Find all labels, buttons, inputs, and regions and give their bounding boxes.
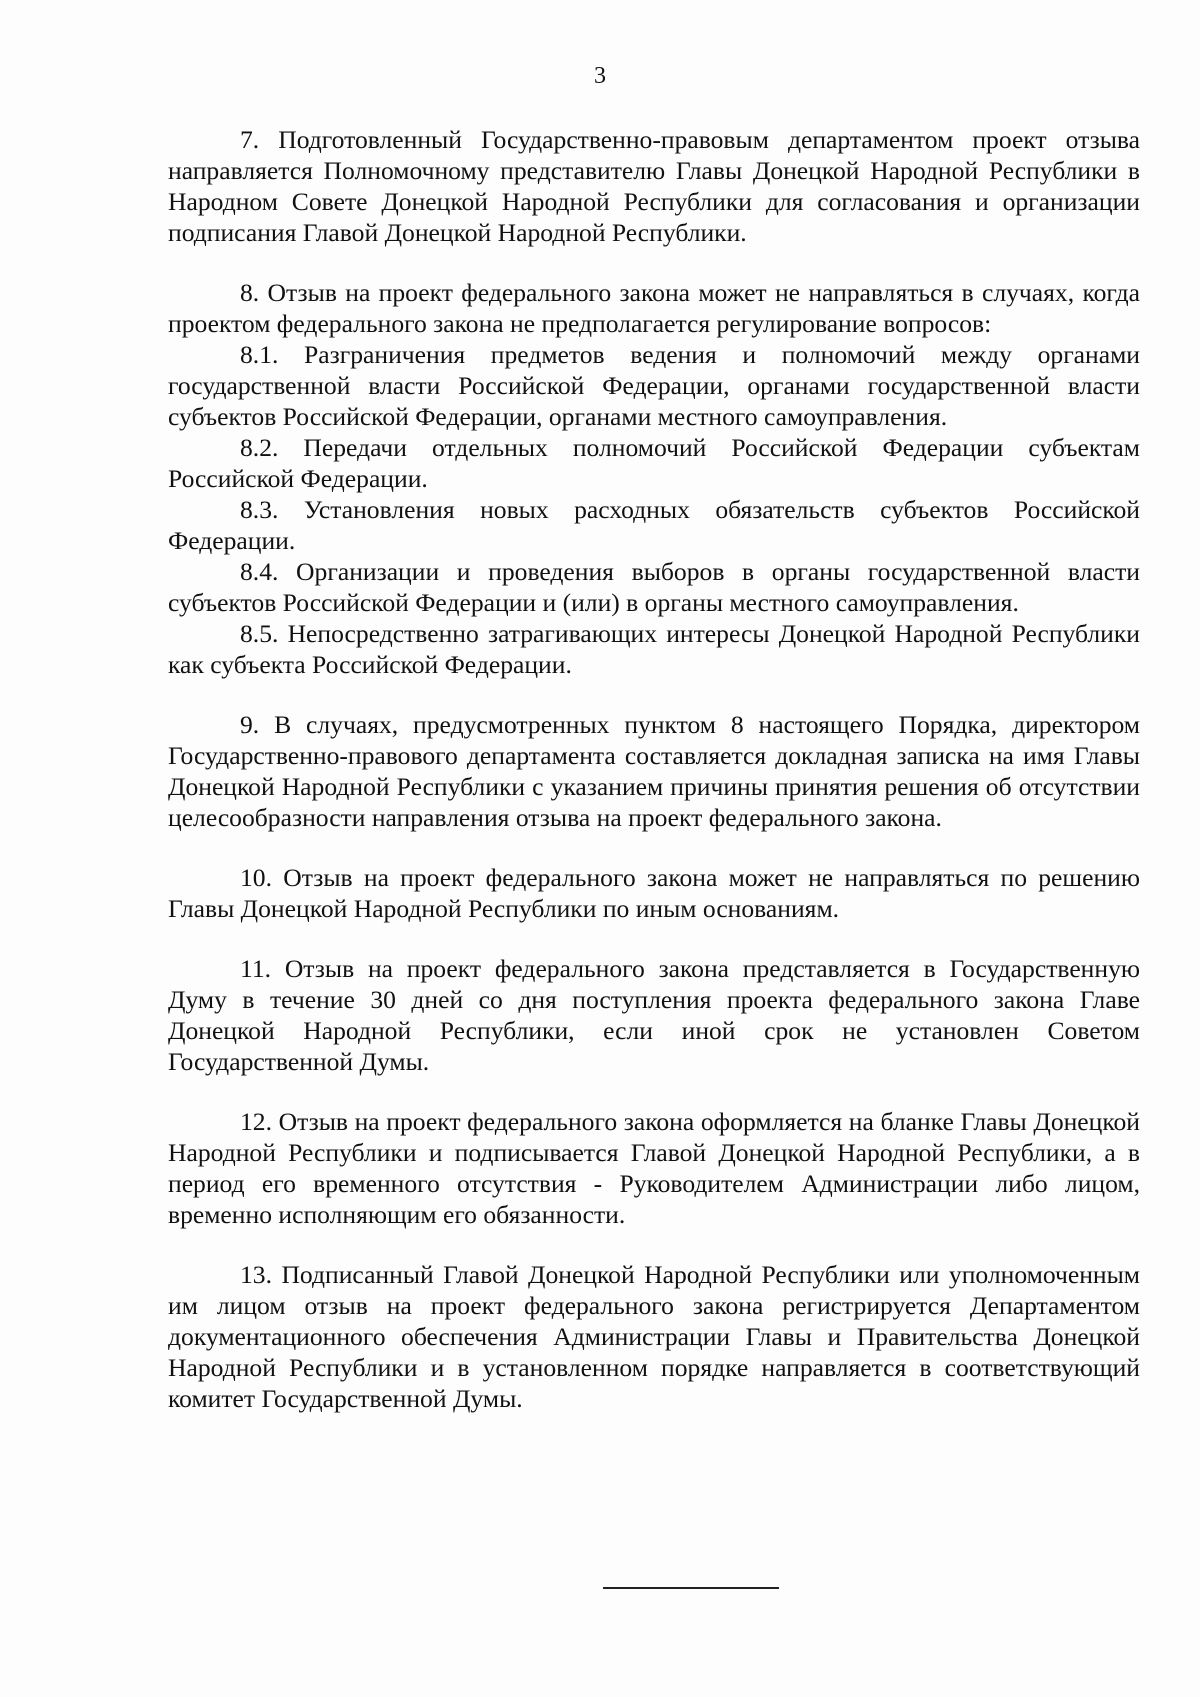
paragraph-9: 9. В случаях, предусмотренных пунктом 8 настоящего Порядка, директором Государственно-правового департамента составляется докладная записка на имя Главы Донецкой Народной Республики с указанием причины принятия решения об отсутствии целесообразности направления отзыва на проект федерального закона. — [168, 710, 1140, 832]
paragraph-8-1: 8.1. Разграничения предметов ведения и полномочий между органами государственной власти Российской Федерации, органами государственной власти субъектов Российской Федерации, органами местного самоуправления. — [168, 340, 1140, 431]
paragraph-8: 8. Отзыв на проект федерального закона может не направляться в случаях, когда проектом федерального закона не предполагается регулирование вопросов: — [168, 278, 1140, 338]
paragraph-8-2: 8.2. Передачи отдельных полномочий Российской Федерации субъектам Российской Федерации. — [168, 433, 1140, 493]
paragraph-10: 10. Отзыв на проект федерального закона может не направляться по решению Главы Донецкой Народной Республики по иным основаниям. — [168, 863, 1140, 923]
paragraph-13: 13. Подписанный Главой Донецкой Народной Республики или уполномоченным им лицом отзыв на проект федерального закона регистрируется Департаментом документационного обеспечения Администрации Главы и Правительства Донецкой Народной Республики и в установленном порядке направляется в соответствующий комитет Государственной Думы. — [168, 1260, 1140, 1413]
paragraph-8-3: 8.3. Установления новых расходных обязательств субъектов Российской Федерации. — [168, 495, 1140, 555]
document-body — [168, 124, 1140, 1414]
paragraph-7: 7. Подготовленный Государственно-правовым департаментом проект отзыва направляется Полномочному представителю Главы Донецкой Народной Республики в Народном Совете Донецкой Народной Республики для согласования и организации подписания Главой Донецкой Народной Республики. — [168, 125, 1140, 247]
paragraph-8-4: 8.4. Организации и проведения выборов в органы государственной власти субъектов Российской Федерации и (или) в органы местного самоуправления. — [168, 557, 1140, 617]
page-number: 3 — [594, 63, 606, 89]
paragraph-8-5: 8.5. Непосредственно затрагивающих интересы Донецкой Народной Республики как субъекта Российской Федерации. — [168, 619, 1140, 679]
end-of-text-rule — [603, 1587, 779, 1589]
paragraph-12: 12. Отзыв на проект федерального закона оформляется на бланке Главы Донецкой Народной Республики и подписывается Главой Донецкой Народной Республики, а в период его временного отсутствия - Руководителем Администрации либо лицом, временно исполняющим его обязанности. — [168, 1107, 1140, 1229]
paragraph-11: 11. Отзыв на проект федерального закона представляется в Государственную Думу в течение 30 дней со дня поступления проекта федерального закона Главе Донецкой Народной Республики, если иной срок не установлен Советом Государственной Думы. — [168, 954, 1140, 1076]
